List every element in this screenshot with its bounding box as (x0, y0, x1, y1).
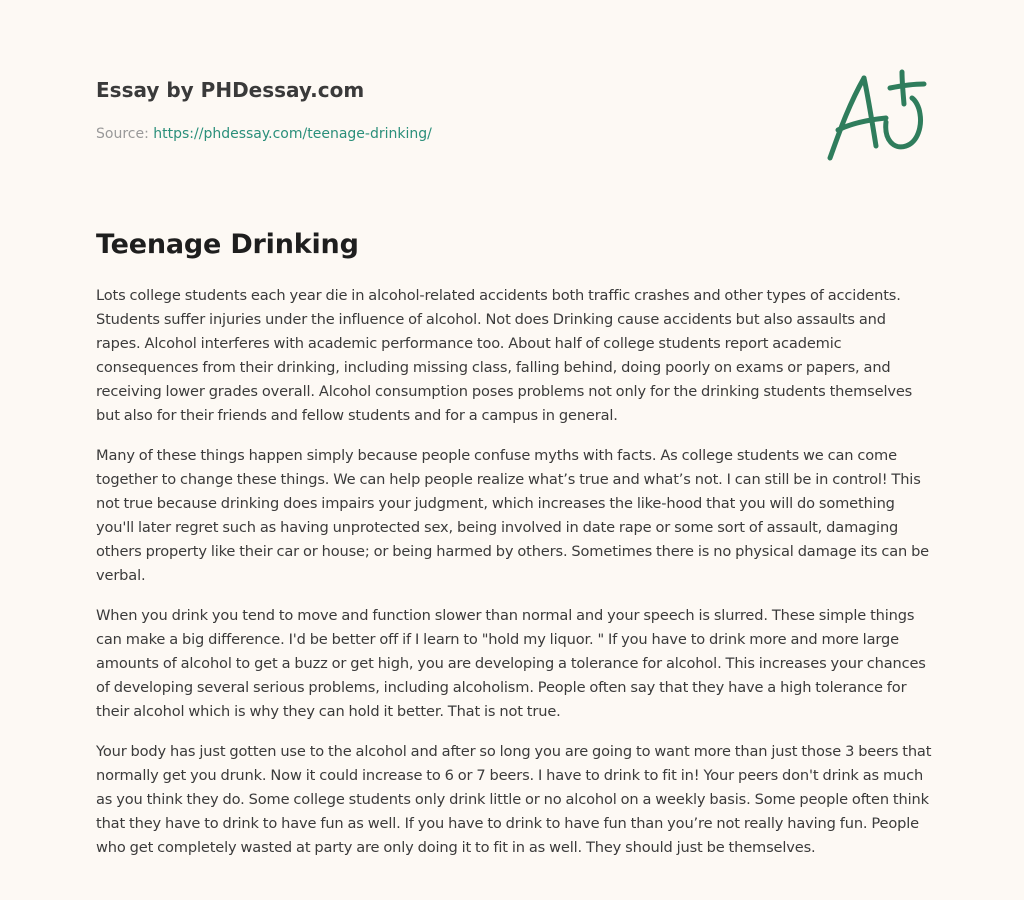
essay-paragraph: Your body has just gotten use to the alcohol and after so long you are going to want more than just those 3 beers that normally get you drunk. Now it could increase to 6 or 7 beers. I have to drink to fit in! Your peers don't drink as much as you think they do. Some college students only drink little or no alcohol on a weekly basis. Some people often think that they have to drink to have fun as well. If you have to drink to have fun than you’re not really having fun. People who get completely wasted at party are only doing it to fit in as well. They should just be themselves. (96, 743, 932, 856)
essay-paragraph: Many of these things happen simply because people confuse myths with facts. As college students we can come together to change these things. We can help people realize what’s true and what’s not. I can still be in control! This not true because drinking does impairs your judgment, which increases the like-hood that you will do something you'll later regret such as having unprotected sex, being involved in date rape or some sort of assault, damaging others property like their car or house; or being harmed by others. Sometimes there is no physical damage its can be verbal. (96, 447, 930, 584)
source-link[interactable]: https://phdessay.com/teenage-drinking/ (153, 126, 432, 142)
site-title: Essay by PHDessay.com (96, 78, 365, 102)
source-line (96, 124, 796, 144)
essay-article (96, 226, 932, 876)
page-header (96, 76, 796, 144)
source-label: Source: (96, 126, 149, 142)
a-plus-icon (820, 66, 930, 166)
essay-title: Teenage Drinking (96, 229, 359, 260)
essay-paragraph: When you drink you tend to move and function slower than normal and your speech is slurred. These simple things can make a big difference. I'd be better off if I learn to "hold my liquor. " If you have to drink more and more large amounts of alcohol to get a buzz or get high, you are developing a tolerance for alcohol. This increases your chances of developing several serious problems, including alcoholism. People often say that they have a high tolerance for their alcohol which is why they can hold it better. That is not true. (96, 607, 926, 720)
essay-paragraph: Lots college students each year die in alcohol-related accidents both traffic crashes and other types of accidents. Students suffer injuries under the influence of alcohol. Not does Drinking cause accidents but also assaults and rapes. Alcohol interferes with academic performance too. About half of college students report academic consequences from their drinking, including missing class, falling behind, doing poorly on exams or papers, and receiving lower grades overall. Alcohol consumption poses problems not only for the drinking students themselves but also for their friends and fellow students and for a campus in general. (96, 287, 913, 424)
a-plus-logo (820, 66, 930, 166)
